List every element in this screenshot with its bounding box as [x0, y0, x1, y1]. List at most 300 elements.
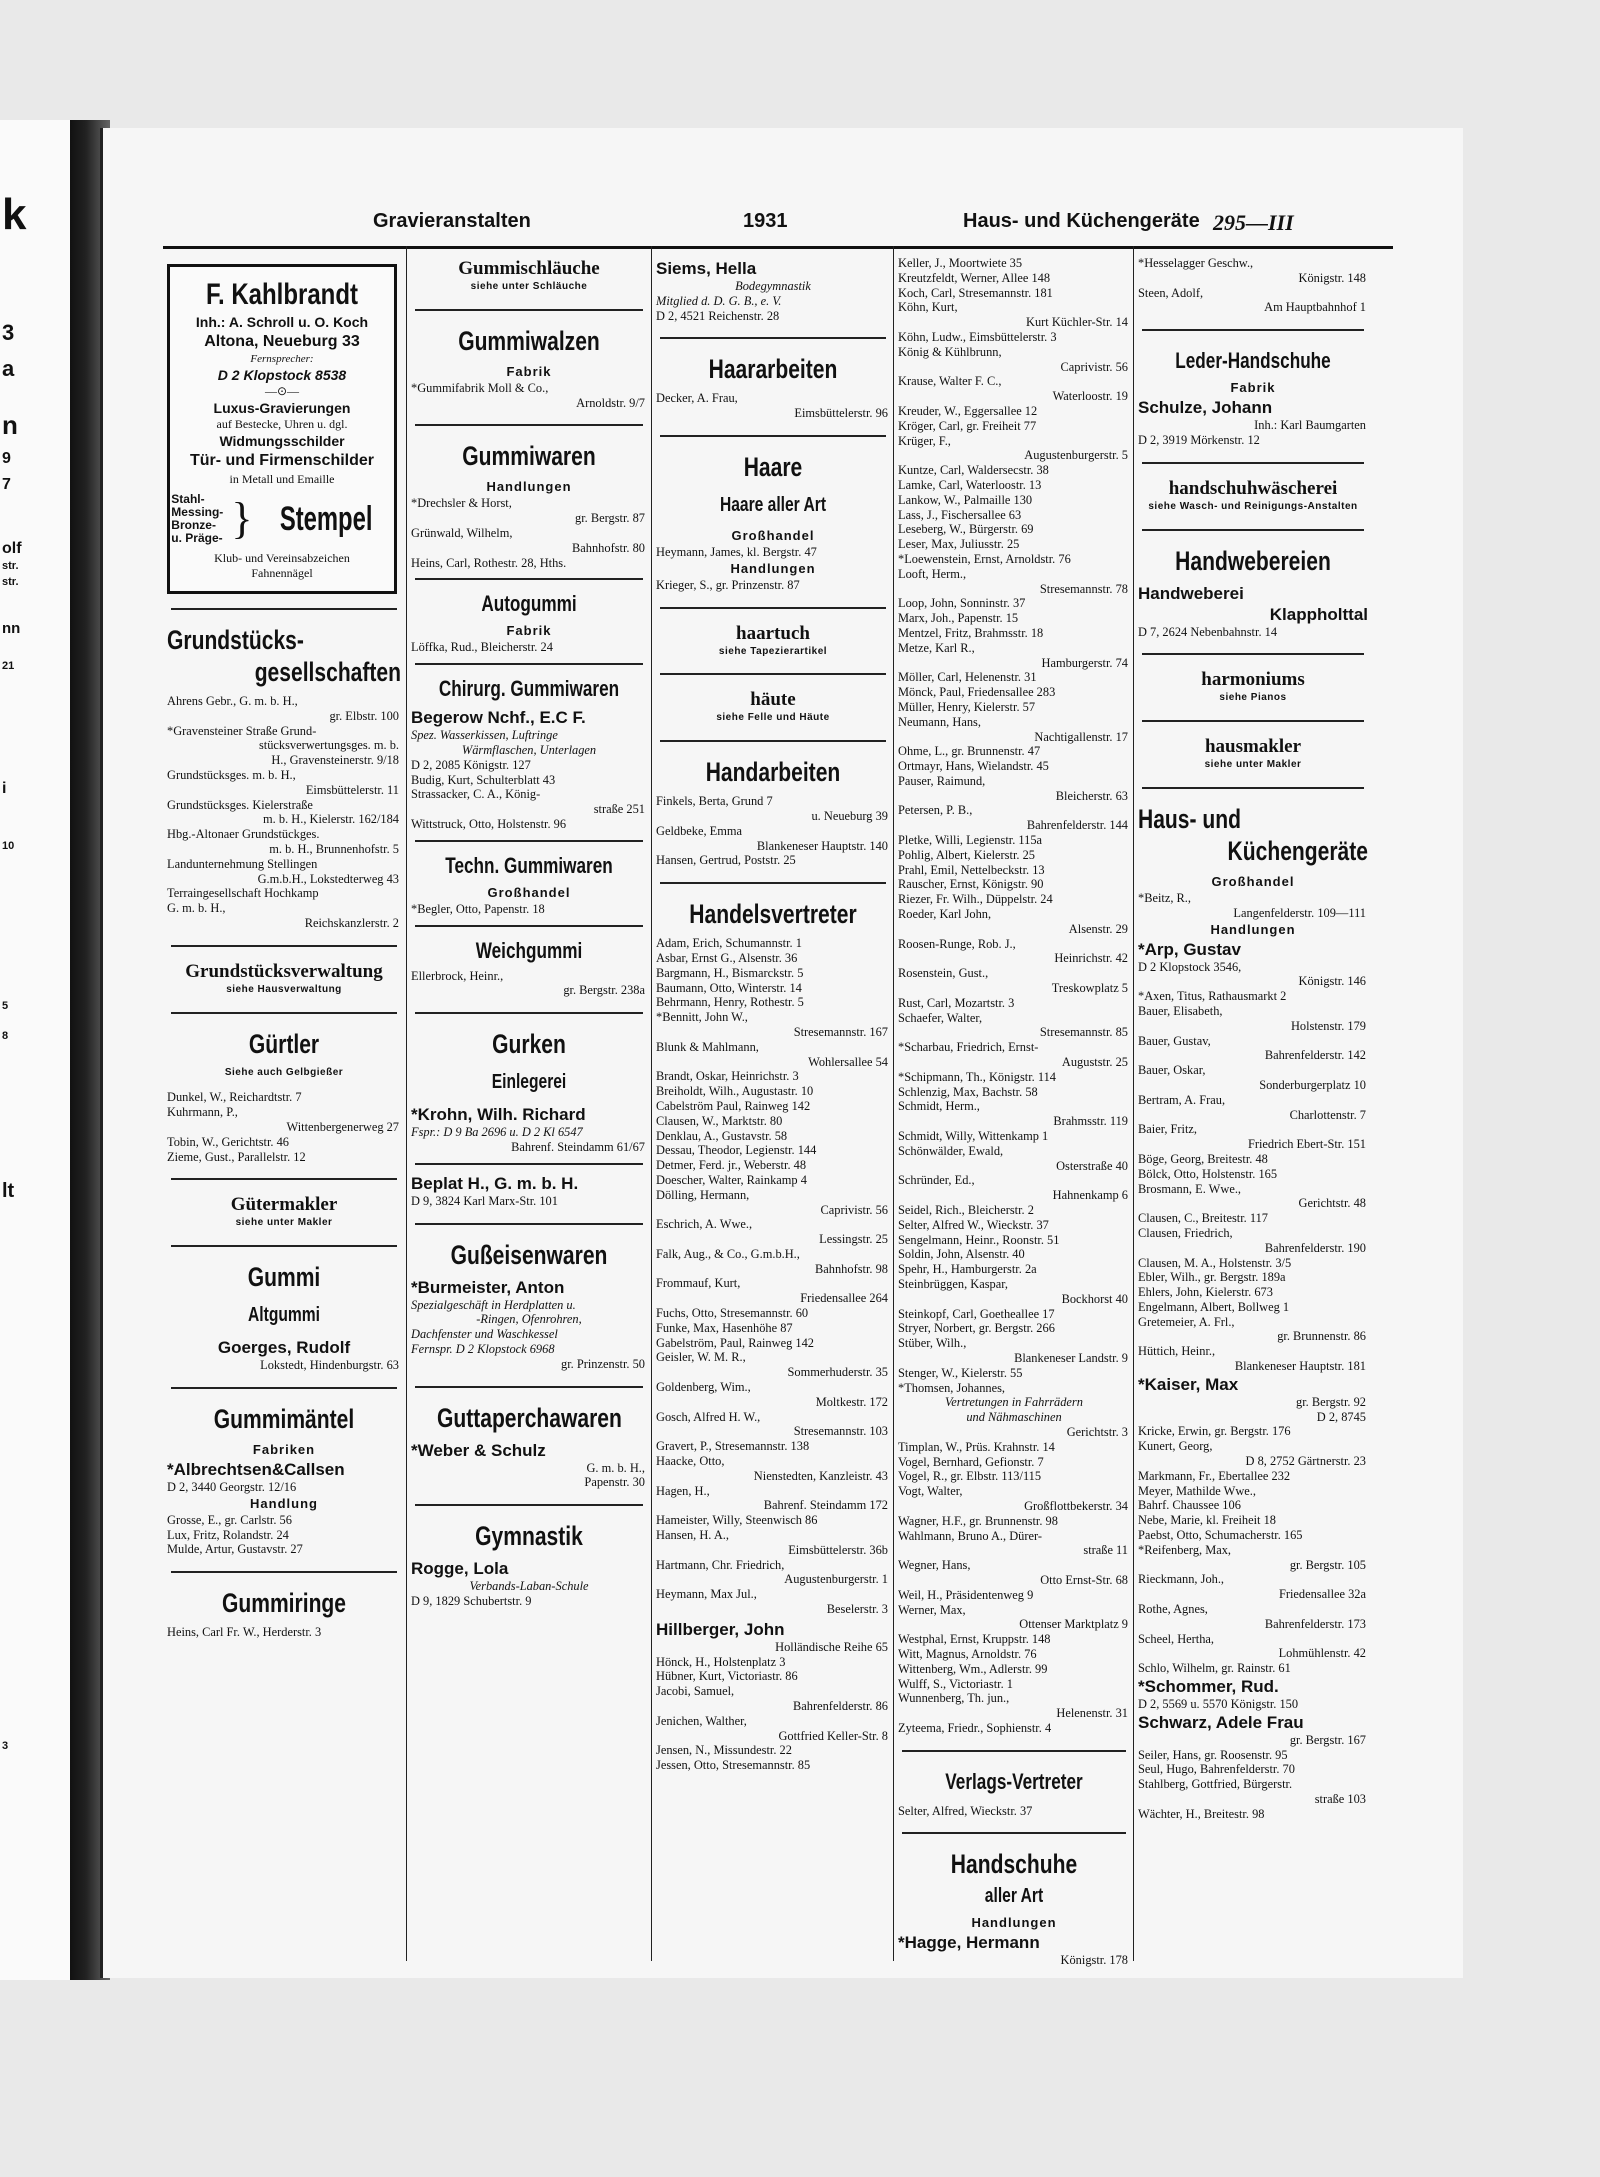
subsection-heading: Handlungen [971, 1915, 1057, 1931]
list-item: Blankeneser Landstr. 9 [1014, 1350, 1128, 1365]
list-item: Bauer, Gustav, [1138, 1033, 1211, 1048]
subsection-heading: Handlungen [730, 560, 816, 576]
list-item: stücksverwertungsges. m. b. [258, 738, 399, 753]
list-item: D 9, 3824 Karl Marx-Str. 101 [411, 1193, 558, 1208]
list-item: Frommauf, Kurt, [656, 1276, 741, 1291]
ad-line: in Metall und Emaille [229, 472, 335, 486]
list-item: Krieger, S., gr. Prinzenstr. 87 [656, 577, 800, 592]
list-item: Kurt Küchler-Str. 14 [1026, 315, 1128, 330]
ad-stempel-block [171, 492, 386, 545]
list-item: Pauser, Raimund, [898, 773, 986, 788]
list-item: Sommerhuderstr. 35 [787, 1365, 888, 1380]
cross-reference: siehe Tapezierartikel [718, 645, 828, 657]
list-item: Schründer, Ed., [898, 1173, 975, 1188]
list-item: Westphal, Ernst, Kruppstr. 148 [898, 1632, 1051, 1647]
list-item: Engelmann, Albert, Bollweg 1 [1138, 1299, 1290, 1314]
list-item: -Ringen, Ofenrohren, [476, 1312, 582, 1327]
list-item: Nienstedten, Kanzleistr. 43 [753, 1468, 888, 1483]
section-heading: harmoniums [1201, 669, 1305, 691]
section-rule [415, 309, 643, 311]
section-rule [171, 1012, 397, 1014]
section-rule [415, 1012, 643, 1014]
list-item: Schlo, Wilhelm, gr. Rainstr. 61 [1138, 1661, 1291, 1676]
column-divider [651, 246, 652, 1961]
list-item: *Schipmann, Th., Königstr. 114 [898, 1069, 1056, 1084]
column-divider [893, 246, 894, 1961]
company-name: Schulze, Johann [1138, 398, 1273, 418]
list-item: Langenfelderstr. 109—111 [1233, 905, 1366, 920]
company-name: Beplat H., G. m. b. H. [411, 1173, 579, 1193]
page-number: 295—III [1213, 210, 1294, 235]
list-item: Waterloostr. 19 [1052, 389, 1128, 404]
section-heading: haartuch [736, 622, 810, 644]
subsection-heading: Großhandel [731, 527, 815, 543]
list-item: Nachtigallenstr. 17 [1034, 729, 1128, 744]
list-item: D 2, 8745 [1316, 1409, 1366, 1424]
list-item: Steinbrüggen, Kaspar, [898, 1276, 1008, 1291]
list-item: Blankeneser Hauptstr. 140 [756, 838, 888, 853]
list-item: Königstr. 178 [1060, 1953, 1128, 1968]
list-item: Brandt, Oskar, Heinrichstr. 3 [656, 1069, 799, 1084]
list-item: Ortmayr, Hans, Wielandstr. 45 [898, 759, 1049, 774]
list-item: Gottfried Keller-Str. 8 [778, 1728, 888, 1743]
list-item: Bahrf. Chaussee 106 [1138, 1498, 1241, 1513]
cross-reference: siehe unter Makler [1204, 759, 1302, 771]
list-item: Strassacker, C. A., König- [411, 787, 541, 802]
header-left: Gravieranstalten [373, 210, 531, 232]
list-item: und Nähmaschinen [966, 1410, 1062, 1425]
section-heading: Grundstücksverwaltung [185, 960, 383, 982]
list-item: Dölling, Hermann, [656, 1187, 750, 1202]
list-item: Am Hauptbahnhof 1 [1264, 300, 1366, 315]
list-item: Eimsbüttelerstr. 96 [794, 406, 888, 421]
company-name: *Arp, Gustav [1138, 939, 1241, 959]
column-2 [411, 256, 647, 1956]
list-item: Löffka, Rud., Bleicherstr. 24 [411, 640, 553, 655]
list-item: Lux, Fritz, Rolandstr. 24 [167, 1527, 289, 1542]
list-item: Heinrichstr. 42 [1054, 951, 1128, 966]
list-item: Schmidt, Willy, Wittenkamp 1 [898, 1129, 1049, 1144]
section-rule [415, 663, 643, 665]
list-item: Stenger, W., Kielerstr. 55 [898, 1365, 1023, 1380]
column-4 [898, 256, 1130, 1968]
ad-line: Tür- und Firmenschilder [189, 452, 374, 469]
section-rule [902, 1832, 1126, 1834]
cross-reference: siehe unter Makler [235, 1217, 333, 1229]
section-heading: Handelsvertreter [689, 899, 857, 930]
list-item: Ehlers, John, Kielerstr. 673 [1138, 1285, 1273, 1300]
list-item: Bahrenfelderstr. 173 [1264, 1616, 1366, 1631]
list-item: Breiholdt, Wilh., Augustastr. 10 [656, 1084, 814, 1099]
list-item: Roeder, Karl John, [898, 907, 992, 922]
subsection-heading: Fabrik [1230, 380, 1276, 396]
list-item: Sengelmann, Heinr., Roonstr. 51 [898, 1232, 1060, 1247]
list-item: Hartmann, Chr. Friedrich, [656, 1557, 785, 1572]
list-item: Stryer, Norbert, gr. Bergstr. 266 [898, 1321, 1055, 1336]
section-rule [902, 1750, 1126, 1752]
list-item: Haacke, Otto, [656, 1454, 725, 1469]
list-item: Marx, Joh., Papenstr. 15 [898, 611, 1019, 626]
list-item: Seidel, Rich., Bleicherstr. 2 [898, 1203, 1034, 1217]
list-item: Müller, Henry, Kielerstr. 57 [898, 699, 1036, 714]
section-heading: Gußeisenwaren [450, 1239, 608, 1270]
subsection-heading: Handlung [250, 1495, 318, 1511]
list-item: *Gummifabrik Moll & Co., [411, 380, 549, 395]
list-item: Grünwald, Wilhelm, [411, 525, 513, 540]
list-item: Metze, Karl R., [898, 640, 975, 655]
prev-fragment: 5 [2, 1000, 9, 1012]
section-rule [415, 925, 643, 927]
list-item: Stahlberg, Gottfried, Bürgerstr. [1138, 1777, 1293, 1792]
list-item: Clausen, Friedrich, [1138, 1225, 1233, 1240]
list-item: Bahnhofstr. 98 [815, 1261, 888, 1276]
list-item: *Scharbau, Friedrich, Ernst- [898, 1040, 1039, 1055]
prev-fragment: lt [2, 1180, 15, 1202]
ad-line: auf Bestecke, Uhren u. dgl. [216, 417, 348, 431]
prev-fragment: k [2, 190, 27, 239]
company-name: Rogge, Lola [411, 1559, 509, 1579]
list-item: Bahrenfelderstr. 190 [1264, 1240, 1366, 1255]
list-item: straße 103 [1314, 1792, 1366, 1806]
section-rule [415, 840, 643, 842]
prev-fragment: 3 [2, 1740, 9, 1752]
section-heading: Gütermakler [230, 1194, 338, 1216]
list-item: Dunkel, W., Reichardtstr. 7 [167, 1090, 302, 1105]
company-name: *Weber & Schulz [411, 1440, 546, 1460]
list-item: Schönwälder, Ewald, [898, 1143, 1004, 1158]
prev-fragment: str. [2, 560, 19, 572]
list-item: Moltkestr. 172 [815, 1394, 888, 1409]
list-item: Blunk & Mahlmann, [656, 1039, 759, 1054]
list-item: Königstr. 146 [1298, 974, 1366, 989]
list-item: Grundstücksges. Kielerstraße [167, 797, 313, 812]
list-item: G.m.b.H., Lokstedterweg 43 [257, 871, 399, 886]
section-rule [1142, 787, 1364, 789]
list-item: *Bennitt, John W., [656, 1010, 748, 1025]
section-heading: Haararbeiten [708, 354, 838, 385]
section-rule [171, 1178, 397, 1180]
list-item: Lessingstr. 25 [819, 1232, 888, 1247]
list-item: Treskowplatz 5 [1051, 981, 1128, 996]
section-heading: Gürtler [248, 1028, 320, 1059]
list-item: gr. Bergstr. 105 [1289, 1557, 1366, 1572]
list-item: Decker, A. Frau, [656, 391, 738, 406]
section-heading: Autogummi [481, 591, 577, 617]
list-item: Loop, John, Sonninstr. 37 [898, 596, 1026, 611]
ad-material: Messing- [171, 505, 224, 519]
subsection-heading: Fabriken [252, 1441, 316, 1457]
ad-address: Altona, Neueburg 33 [204, 333, 360, 350]
list-item: Vogel, R., gr. Elbstr. 113/115 [898, 1469, 1042, 1484]
list-item: Reichskanzlerstr. 2 [304, 915, 399, 930]
section-rule [171, 608, 397, 610]
list-item: Jensen, N., Missundestr. 22 [656, 1743, 792, 1758]
section-rule [660, 673, 886, 675]
list-item: Bleicherstr. 63 [1055, 788, 1128, 803]
list-item: Kröger, Carl, gr. Freiheit 77 [898, 418, 1037, 433]
section-heading: gesellschaften [254, 657, 401, 687]
list-item: Markmann, Fr., Ebertallee 232 [1138, 1468, 1291, 1483]
section-heading: Leder-Handschuhe [1175, 348, 1331, 374]
subsection-heading: Einlegerei [491, 1071, 567, 1094]
list-item: *Drechsler & Horst, [411, 496, 512, 511]
list-item: Vogel, Bernhard, Gefionstr. 7 [898, 1454, 1044, 1469]
list-item: Heins, Carl Fr. W., Herderstr. 3 [167, 1625, 322, 1640]
list-item: Jenichen, Walther, [656, 1713, 747, 1728]
list-item: Bahnhofstr. 80 [572, 540, 645, 555]
list-item: Bahrenfelderstr. 144 [1026, 818, 1128, 833]
list-item: Seiler, Hans, gr. Roosenstr. 95 [1138, 1747, 1288, 1762]
list-item: Stresemannstr. 103 [793, 1424, 888, 1439]
list-item: Gosch, Alfred H. W., [656, 1409, 761, 1424]
list-item: Kuntze, Carl, Waldersecstr. 38 [898, 463, 1049, 478]
section-rule [415, 1163, 643, 1165]
list-item: Alsenstr. 29 [1068, 921, 1128, 936]
list-item: *Loewenstein, Ernst, Arnoldstr. 76 [898, 551, 1071, 566]
list-item: Wahlmann, Bruno A., Dürer- [898, 1528, 1042, 1543]
list-item: Fuchs, Otto, Stresemannstr. 60 [656, 1306, 809, 1321]
prev-fragment: 8 [2, 1030, 9, 1042]
prev-fragment: 7 [2, 476, 11, 493]
list-item: Funke, Max, Hasenhöhe 87 [656, 1320, 793, 1335]
section-rule [1142, 720, 1364, 722]
list-item: Lohmühlenstr. 42 [1278, 1646, 1366, 1661]
list-item: Fernspr. D 2 Klopstock 6968 [411, 1341, 555, 1356]
list-item: G. m. b. H., [586, 1460, 645, 1475]
header-year: 1931 [743, 210, 788, 232]
list-item: Leseberg, W., Bürgerstr. 69 [898, 522, 1034, 537]
list-item: König & Kühlbrunn, [898, 344, 1002, 359]
list-item: Spez. Wasserkissen, Luftringe [411, 728, 558, 743]
list-item: Spehr, H., Hamburgerstr. 2a [898, 1262, 1037, 1277]
section-heading: Handarbeiten [705, 757, 841, 788]
list-item: Stresemannstr. 78 [1039, 581, 1128, 596]
ad-phone: D 2 Klopstock 8538 [217, 367, 347, 383]
list-item: Heymann, Max Jul., [656, 1587, 757, 1602]
list-item: Nebe, Marie, kl. Freiheit 18 [1138, 1513, 1276, 1528]
list-item: *Thomsen, Johannes, [898, 1380, 1006, 1395]
company-name: *Krohn, Wilh. Richard [411, 1105, 586, 1125]
list-item: Friedensallee 32a [1278, 1587, 1366, 1602]
list-item: Hüttich, Heinr., [1138, 1344, 1216, 1359]
list-item: D 2, 4521 Reichenstr. 28 [656, 308, 780, 323]
ad-stempel: Stempel [280, 499, 373, 538]
list-item: Vogt, Walter, [898, 1484, 963, 1499]
prev-fragment: i [2, 780, 7, 797]
handelsvertreter-list-continued [898, 256, 1130, 1736]
section-heading: Gummiringe [221, 1588, 347, 1619]
list-item: Leser, Max, Juliusstr. 25 [898, 537, 1020, 552]
list-item: Kreutzfeldt, Werner, Allee 148 [898, 270, 1051, 285]
section-heading: Verlags-Vertreter [945, 1768, 1083, 1794]
list-item: Eschrich, A. Wwe., [656, 1217, 753, 1232]
list-item: Rieckmann, Joh., [1138, 1572, 1225, 1587]
prev-fragment: n [2, 410, 18, 440]
list-item: Bahrenfelderstr. 86 [793, 1699, 888, 1713]
list-item: Steen, Adolf, [1138, 285, 1204, 300]
prev-fragment: 9 [2, 450, 11, 467]
directory-page [100, 128, 1463, 1978]
list-item: Papenstr. 30 [584, 1475, 645, 1490]
list-item: Falk, Aug., & Co., G.m.b.H., [656, 1246, 800, 1261]
haus-kuechen-list [1138, 1395, 1368, 1676]
list-item: Gravert, P., Stresemannstr. 138 [656, 1439, 810, 1454]
list-item: D 2 Klopstock 3546, [1138, 959, 1242, 974]
list-item: Hübner, Kurt, Victoriastr. 86 [656, 1669, 798, 1684]
list-item: Charlottenstr. 7 [1289, 1107, 1366, 1122]
list-item: Königstr. 148 [1298, 270, 1366, 285]
column-divider [406, 246, 407, 1961]
list-item: Eimsbüttelerstr. 36b [788, 1542, 888, 1557]
ad-fernsprecher: Fernsprecher: [250, 353, 314, 365]
list-item: Blankeneser Hauptstr. 181 [1234, 1359, 1366, 1374]
kahlbrandt-advertisement [167, 264, 397, 594]
ad-material: Bronze- [171, 518, 216, 532]
ad-material: u. Präge- [171, 531, 223, 545]
list-item: Lass, J., Fischersallee 63 [898, 507, 1022, 522]
company-name: Klappholttal [1269, 604, 1368, 624]
handelsvertreter-list [656, 1655, 890, 1773]
subsection-heading: Großhandel [487, 884, 571, 900]
list-item: Bargmann, H., Bismarckstr. 5 [656, 965, 804, 980]
list-item: Inh.: Karl Baumgarten [1254, 418, 1366, 433]
list-item: Clausen, M. A., Holstenstr. 3/5 [1138, 1255, 1292, 1270]
list-item: Vertretungen in Fahrrädern [945, 1395, 1083, 1410]
list-item: gr. Bergstr. 238a [563, 983, 645, 998]
list-item: gr. Bergstr. 167 [1289, 1732, 1366, 1747]
list-item: Wegner, Hans, [898, 1558, 971, 1573]
list-item: Kricke, Erwin, gr. Bergstr. 176 [1138, 1424, 1291, 1439]
section-heading: Grundstücks- [167, 625, 304, 655]
list-item: Gerichtstr. 48 [1298, 1196, 1366, 1211]
list-item: Bahrenf. Steindamm 172 [763, 1498, 888, 1513]
list-item: Adam, Erich, Schumannstr. 1 [656, 936, 802, 951]
list-item: Hagen, H., [656, 1483, 710, 1498]
list-item: D 2, 3919 Mörkenstr. 12 [1138, 432, 1260, 447]
list-item: Detmer, Ferd. jr., Weberstr. 48 [656, 1158, 807, 1173]
list-item: *Axen, Titus, Rathausmarkt 2 [1138, 989, 1287, 1004]
list-item: Seul, Hugo, Bahrenfelderstr. 70 [1138, 1762, 1295, 1777]
list-item: Terraingesellschaft Hochkamp [167, 886, 319, 901]
list-item: Selter, Alfred, Wieckstr. 37 [898, 1803, 1033, 1818]
list-item: Wulff, S., Victoriastr. 1 [898, 1676, 1013, 1691]
list-item: Rothe, Agnes, [1138, 1602, 1208, 1617]
list-item: Dessau, Theodor, Legienstr. 144 [656, 1143, 817, 1158]
subsection-heading: Altgummi [248, 1304, 320, 1327]
ad-owner: Inh.: A. Schroll u. O. Koch [195, 314, 369, 330]
list-item: Wächter, H., Breitestr. 98 [1138, 1806, 1265, 1821]
header-right: Haus- und Küchengeräte [963, 210, 1200, 232]
list-item: Schmidt, Herm., [898, 1099, 980, 1114]
list-item: Mönck, Paul, Friedensallee 283 [898, 685, 1056, 700]
section-heading: Weichgummi [475, 937, 583, 963]
list-item: Köhn, Kurt, [898, 300, 958, 315]
list-item: Steinkopf, Carl, Goetheallee 17 [898, 1306, 1055, 1321]
ad-line: Luxus-Gravierungen [213, 400, 351, 416]
list-item: Wittenberg, Wm., Adlerstr. 99 [898, 1661, 1048, 1676]
subsection-heading: aller Art [984, 1885, 1044, 1908]
ad-divider: —⊙— [264, 384, 300, 398]
list-item: Pletke, Willi, Legienstr. 115a [898, 833, 1043, 848]
list-item: Ohme, L., gr. Brunnenstr. 47 [898, 744, 1041, 759]
list-item: Brahmsstr. 119 [1053, 1114, 1128, 1129]
list-item: Holländische Reihe 65 [775, 1639, 888, 1654]
list-item: Doescher, Walter, Rainkamp 4 [656, 1172, 807, 1187]
list-item: Cabelström Paul, Rainweg 142 [656, 1098, 811, 1113]
list-item: Selter, Alfred W., Wieckstr. 37 [898, 1217, 1049, 1232]
list-item: Kunert, Georg, [1138, 1439, 1213, 1454]
list-item: Paebst, Otto, Schumacherstr. 165 [1138, 1528, 1303, 1543]
list-item: Hönck, H., Holstenplatz 3 [656, 1654, 786, 1669]
list-item: Ellerbrock, Heinr., [411, 968, 504, 983]
list-item: Clausen, C., Breitestr. 117 [1138, 1211, 1268, 1226]
list-item: Tobin, W., Gerichtstr. 46 [167, 1134, 289, 1149]
list-item: Heins, Carl, Rothestr. 28, Hths. [411, 555, 567, 570]
company-name: *Hagge, Hermann [898, 1933, 1040, 1953]
list-item: Mentzel, Fritz, Brahmsstr. 18 [898, 625, 1044, 640]
section-heading: Gummischläuche [458, 258, 600, 279]
section-rule [415, 1386, 643, 1388]
section-heading: handschuhwäscherei [1168, 477, 1338, 499]
list-item: Timplan, W., Prüs. Krahnstr. 14 [898, 1439, 1055, 1454]
list-item: m. b. H., Kielerstr. 162/184 [263, 812, 399, 827]
list-item: Stresemannstr. 85 [1039, 1025, 1128, 1040]
list-item: Lokstedt, Hindenburgstr. 63 [260, 1358, 399, 1373]
list-item: Ottenser Marktplatz 9 [1019, 1617, 1128, 1632]
list-item: Lamke, Carl, Waterloostr. 13 [898, 477, 1042, 492]
list-item: Arnoldstr. 9/7 [576, 395, 645, 410]
section-rule [171, 1245, 397, 1247]
list-item: gr. Prinzenstr. 50 [561, 1356, 645, 1371]
list-item: Fspr.: D 9 Ba 2696 u. D 2 Kl 6547 [411, 1125, 583, 1140]
list-item: *Gravensteiner Straße Grund- [167, 723, 317, 738]
list-item: D 8, 2752 Gärtnerstr. 23 [1245, 1454, 1366, 1469]
section-rule [660, 337, 886, 339]
list-item: gr. Bergstr. 87 [575, 511, 645, 526]
list-item: Baumann, Otto, Winterstr. 14 [656, 980, 802, 995]
list-item: Zieme, Gust., Parallelstr. 12 [167, 1149, 306, 1164]
section-heading: Guttaperchawaren [436, 1402, 622, 1433]
section-heading: Gummiwaren [462, 441, 596, 472]
column-3 [656, 256, 890, 1956]
section-heading: Gurken [492, 1029, 566, 1060]
list-item: Finkels, Berta, Grund 7 [656, 794, 773, 809]
section-rule [1142, 529, 1364, 531]
section-rule [415, 1223, 643, 1225]
section-heading: Gummi [247, 1262, 321, 1293]
section-rule [660, 435, 886, 437]
list-item: Großflottbekerstr. 34 [1024, 1498, 1128, 1513]
list-item: Bertram, A. Frau, [1138, 1092, 1226, 1107]
list-item: Schaefer, Walter, [898, 1010, 983, 1025]
header-rule [163, 246, 1393, 249]
list-item: Jessen, Otto, Stresemannstr. 85 [656, 1758, 811, 1773]
ad-line: Widmungsschilder [219, 433, 345, 449]
column-5 [1138, 256, 1368, 1956]
haus-kuechen-list [1138, 989, 1368, 1374]
list-item: Wärmflaschen, Unterlagen [461, 742, 597, 757]
list-item: Hansen, H. A., [656, 1528, 729, 1543]
list-item: *Hesselagger Geschw., [1138, 256, 1254, 270]
list-item: m. b. H., Brunnenhofstr. 5 [269, 841, 399, 856]
prev-fragment: olf [2, 540, 22, 557]
list-item: H., Gravensteinerstr. 9/18 [271, 753, 399, 768]
list-item: Augustenburgerstr. 5 [1024, 448, 1128, 463]
list-item: Friedensallee 264 [800, 1291, 888, 1306]
list-item: Verbands-Laban-Schule [469, 1579, 589, 1594]
list-item: Bodegymnastik [735, 279, 811, 293]
list-item: gr. Brunnenstr. 86 [1277, 1329, 1366, 1344]
